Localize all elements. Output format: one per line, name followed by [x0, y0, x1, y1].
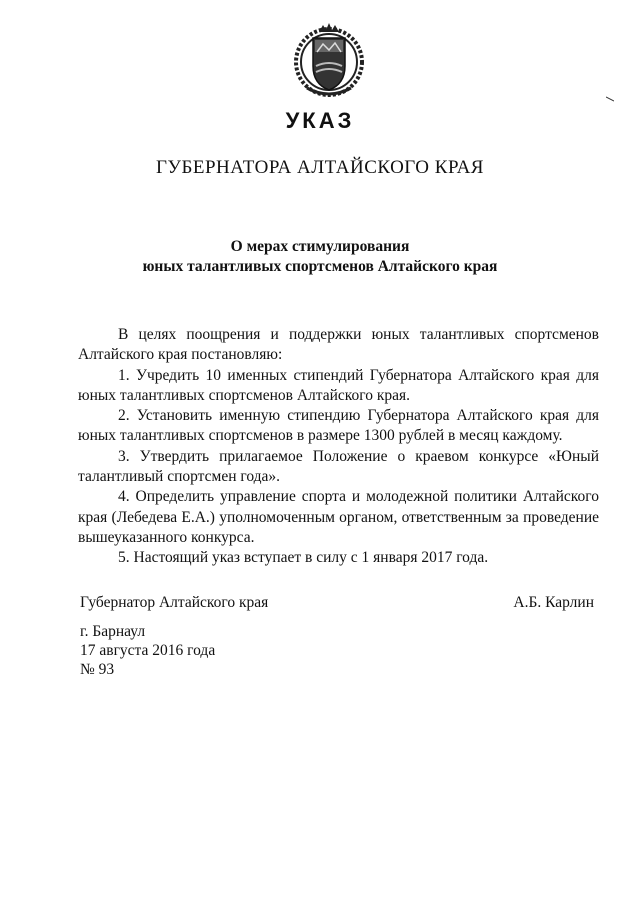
clause-1: 1. Учредить 10 именных стипендий Губернатора Алтайского края для юных талантливых спортсменов Алтайского края.: [78, 366, 599, 404]
date: 17 августа 2016 года: [80, 642, 216, 659]
clause-5: 5. Настоящий указ вступает в силу с 1 января 2017 года.: [118, 549, 489, 567]
clause-3: 3. Утвердить прилагаемое Положение о краевом конкурсе «Юный талантливый спортсмен года».: [78, 447, 599, 486]
heading-line-2: юных талантливых спортсменов Алтайского края: [142, 258, 498, 275]
signature-title: Губернатор Алтайского края: [80, 594, 269, 611]
document-body: [78, 325, 599, 569]
heading-line-1: О мерах стимулирования: [230, 238, 410, 255]
document-footer: [80, 622, 215, 679]
city: г. Барнаул: [80, 623, 146, 640]
document-issuer: ГУБЕРНАТОРА АЛТАЙСКОГО КРАЯ: [156, 157, 484, 178]
document-title: УКАЗ: [285, 108, 355, 133]
document-number: № 93: [80, 661, 115, 678]
scan-mark: [606, 96, 614, 102]
document-heading: [0, 237, 640, 277]
clause-2: 2. Установить именную стипендию Губернатора Алтайского края для юных талантливых спортсменов в размере 1300 рублей в месяц каждому.: [78, 407, 599, 445]
signature-name: А.Б. Карлин: [513, 594, 594, 611]
preamble-paragraph: В целях поощрения и поддержки юных талантливых спортсменов Алтайского края постановляю:: [78, 326, 599, 364]
coat-of-arms-icon: [293, 22, 365, 98]
clause-4: 4. Определить управление спорта и молодежной политики Алтайского края (Лебедева Е.А.) уполномоченным органом, ответственным за проведение вышеуказанного конкурса.: [78, 488, 599, 546]
